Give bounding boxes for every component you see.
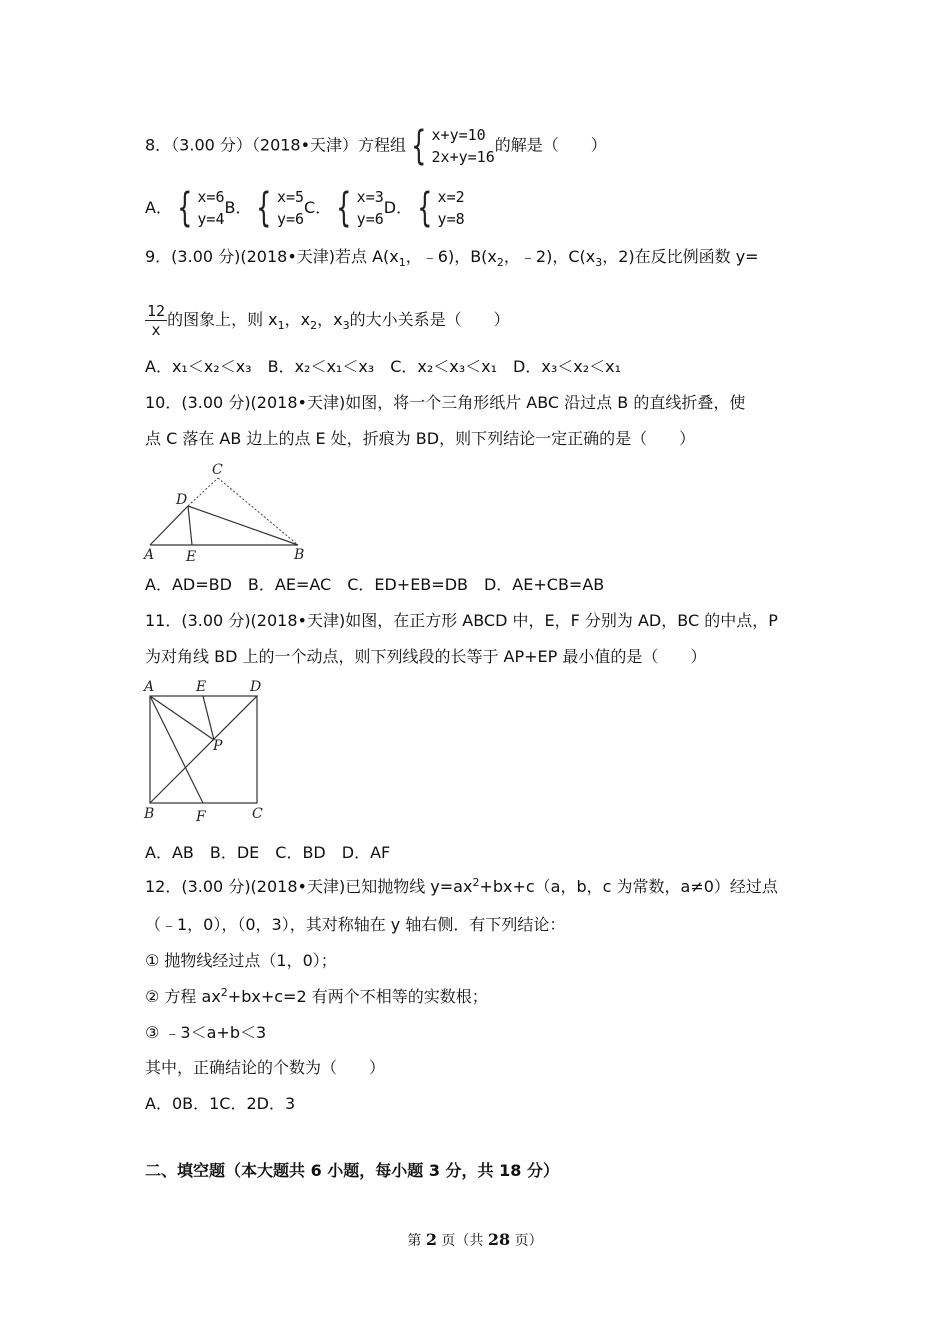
q12-conclusion-2: ② 方程 $ax^2+bx+c=2$ 有两个不相等的实数根； [145, 986, 488, 1006]
q9-line1: 9．(3.00 分)(2018•天津)若点 $A(x_1$，﹣6)，$B(x_2$，﹣2)，$C(x_3$，2)在反比例函数 y= [145, 247, 759, 269]
q11-label-a: A [144, 679, 155, 695]
q12-conclusion-3: ③ ﹣3＜a+b＜3 [145, 1023, 267, 1042]
q10-label-c: C [212, 462, 223, 478]
q11-line1: 11．(3.00 分)(2018•天津)如图，在正方形 ABCD 中，E，F 分别为 AD，BC 的中点，P [145, 611, 778, 630]
q8-stem-a: 8．（3.00 分）（2018•天津）方程组 [145, 135, 407, 155]
q11-label-e: E [196, 679, 207, 695]
q9-fraction: $\frac{12}{x}$ [147, 302, 166, 339]
section-heading: 二、填空题（本大题共 6 小题，每小题 3 分，共 18 分） [145, 1161, 559, 1180]
q12-options: A．0B．1C．2D．3 [145, 1094, 296, 1113]
q11-label-b: B [144, 806, 155, 822]
q11-label-p: P [213, 738, 223, 754]
q8-stem [145, 124, 607, 168]
page-footer: 第 2 页（共 28 页） [407, 1230, 543, 1249]
q10-line1: 10．(3.00 分)(2018•天津)如图，将一个三角形纸片 ABC 沿过点 B 的直线折叠，使 [145, 393, 746, 412]
q8-stem-b: 的解是（ ） [494, 135, 607, 155]
q8-system: { x+y=10 2x+y=16 [411, 123, 495, 169]
q11-label-f: F [196, 809, 206, 825]
page-number: 2 [425, 1230, 437, 1249]
q8-options [145, 186, 465, 230]
q8-option-c: C． { x=3 y=6 [304, 185, 384, 231]
q9-line2: $\frac{12}{x}$ 的图象上，则 $x_1$，$x_2$，$x_3$的大小关系是（ ） [147, 302, 510, 339]
q9-options: A．x₁＜x₂＜x₃ B．x₂＜x₁＜x₃ C．x₂＜x₃＜x₁ D．x₃＜x₂＜x₁ [145, 357, 622, 376]
q11-label-d: D [250, 679, 262, 695]
q8-option-a: A． { x=6 y=4 [145, 185, 225, 231]
page-total: 28 [487, 1230, 511, 1249]
q10-figure [140, 458, 320, 566]
q8-option-b: B． { x=5 y=6 [224, 185, 305, 231]
q10-label-a: A [144, 547, 155, 563]
q11-label-c: C [252, 806, 263, 822]
q12-ask: 其中，正确结论的个数为（ ） [145, 1058, 386, 1077]
q12-line1: 12．(3.00 分)(2018•天津)已知抛物线 $y=ax^2+bx+c(a$，b，c 为常数，a≠0）经过点 [145, 876, 778, 896]
q11-line2: 为对角线 BD 上的一个动点，则下列线段的长等于 AP+EP 最小值的是（ ） [145, 647, 707, 666]
q12-conclusion-1: ① 抛物线经过点（1，0）； [145, 951, 337, 970]
q8-option-d: D． { x=2 y=8 [383, 185, 465, 231]
q11-options: A．AB B．DE C．BD D．AF [145, 843, 391, 862]
q12-line2: （﹣1，0），（0，3），其对称轴在 y 轴右侧．有下列结论： [145, 915, 566, 934]
q10-label-d: D [176, 492, 188, 508]
q10-options: A．AD=BD B．AE=AC C．ED+EB=DB D．AE+CB=AB [145, 575, 605, 594]
q11-figure [140, 676, 270, 826]
q10-label-e: E [186, 549, 197, 565]
q10-line2: 点 C 落在 AB 边上的点 E 处，折痕为 BD，则下列结论一定正确的是（ ） [145, 429, 696, 448]
q10-label-b: B [294, 547, 305, 563]
